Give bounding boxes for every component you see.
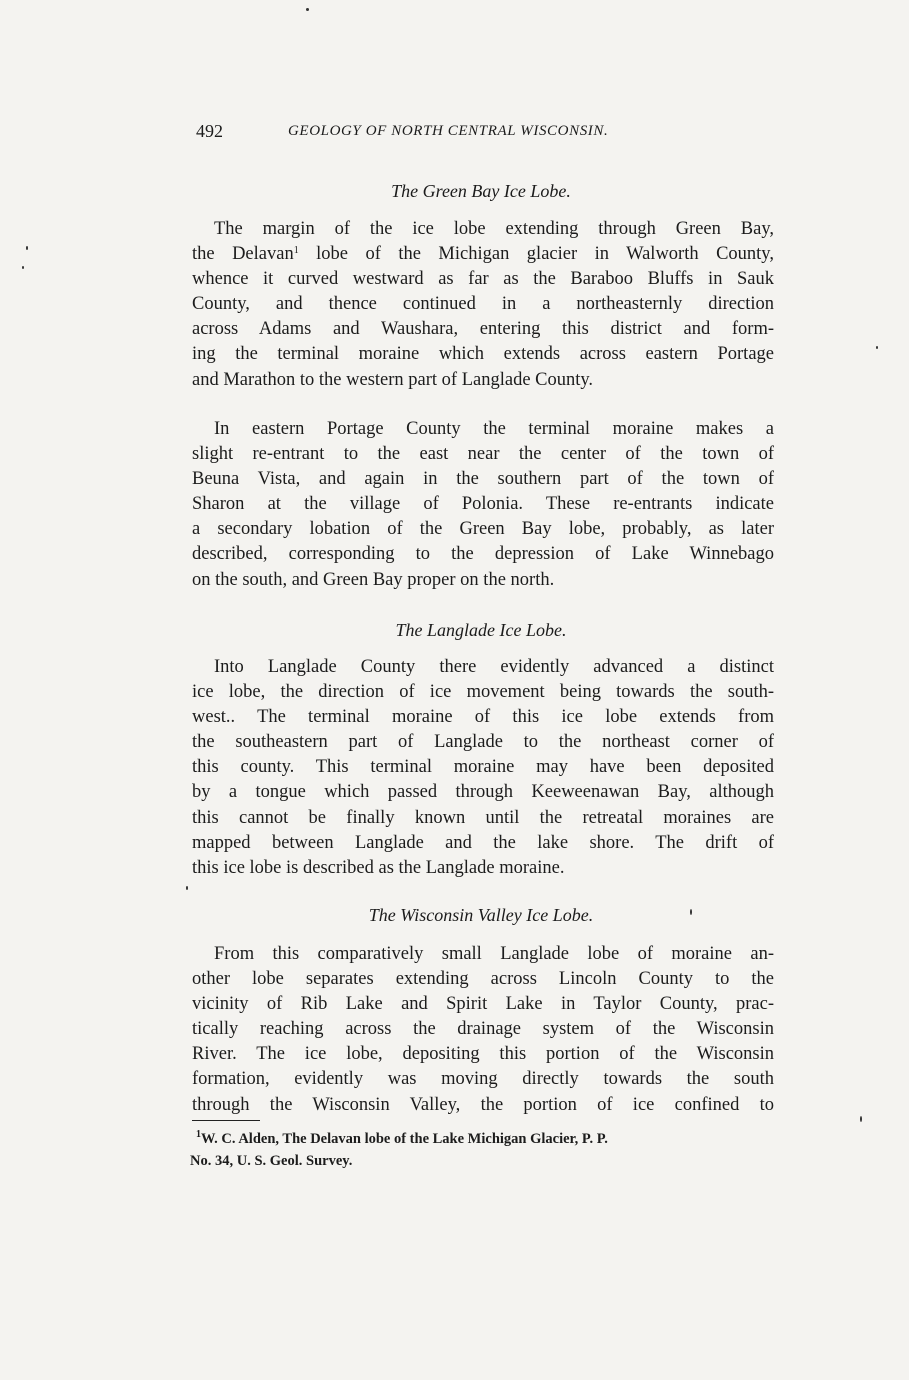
- text-line: west.. The terminal moraine of this ice lobe extends from: [192, 707, 774, 728]
- text-line: Beuna Vista, and again in the southern part of the town of: [192, 469, 774, 490]
- section-heading-wisconsin-valley: The Wisconsin Valley Ice Lobe.: [368, 905, 594, 925]
- text-line: [192, 242, 774, 267]
- text-line: this ice lobe is described as the Langlade moraine.: [192, 857, 565, 878]
- running-head: [196, 121, 696, 145]
- text-line: described, corresponding to the depression of Lake Winnebago: [192, 544, 774, 565]
- page-number: 492: [196, 121, 223, 141]
- text-line: this county. This terminal moraine may have been deposited: [192, 757, 774, 778]
- footnote: [190, 1128, 774, 1172]
- text-line: a secondary lobation of the Green Bay lobe, probably, as later: [192, 519, 774, 540]
- text-line: and Marathon to the western part of Langlade County.: [192, 369, 594, 390]
- text-line: slight re-entrant to the east near the center of the town of: [192, 444, 774, 465]
- text-line: this cannot be finally known until the retreatal moraines are: [192, 807, 774, 828]
- footnote-marker: 1: [196, 1129, 201, 1140]
- text-line: Sharon at the village of Polonia. These re-entrants indicate: [192, 494, 774, 515]
- text-line-segment: the Delavan: [192, 244, 294, 265]
- scan-speck: [860, 1116, 862, 1122]
- scan-speck: [26, 246, 28, 250]
- text-line: Into Langlade County there evidently advanced a distinct: [214, 657, 774, 677]
- scan-speck: [690, 909, 692, 915]
- scan-speck: [876, 346, 878, 349]
- text-line: on the south, and Green Bay proper on the north.: [192, 569, 555, 590]
- section-heading-langlade: The Langlade Ice Lobe.: [395, 620, 567, 640]
- text-line: whence it curved westward as far as the Baraboo Bluffs in Sauk: [192, 269, 774, 290]
- text-line: formation, evidently was moving directly towards the south: [192, 1069, 774, 1090]
- text-line: ice lobe, the direction of ice movement being towards the south-: [192, 682, 774, 703]
- text-line: From this comparatively small Langlade lobe of moraine an-: [214, 944, 774, 964]
- footnote-line: No. 34, U. S. Geol. Survey.: [190, 1153, 353, 1169]
- scan-speck: [306, 8, 309, 11]
- text-line: ing the terminal moraine which extends across eastern Portage: [192, 344, 774, 365]
- footnote-text: W. C. Alden, The Delavan lobe of the Lake Michigan Glacier, P. P.: [201, 1131, 608, 1147]
- text-line-segment: lobe of the Michigan glacier in Walworth County,: [298, 244, 774, 265]
- paragraph-portage-reentrant: [192, 417, 774, 593]
- text-line: by a tongue which passed through Keeweenawan Bay, although: [192, 782, 774, 803]
- paragraph-langlade: [192, 655, 774, 881]
- text-line: tically reaching across the drainage system of the Wisconsin: [192, 1019, 774, 1040]
- footnote-rule: [192, 1120, 260, 1121]
- text-line: through the Wisconsin Valley, the portion of ice confined to: [192, 1094, 774, 1115]
- text-line: The margin of the ice lobe extending through Green Bay,: [214, 219, 774, 239]
- text-line: across Adams and Waushara, entering this district and form-: [192, 319, 774, 340]
- running-title: GEOLOGY OF NORTH CENTRAL WISCONSIN.: [288, 123, 609, 139]
- paragraph-wisconsin-valley: [192, 942, 774, 1118]
- text-line: mapped between Langlade and the lake shore. The drift of: [192, 832, 774, 853]
- text-line: County, and thence continued in a northeasternly direction: [192, 294, 774, 315]
- text-line: River. The ice lobe, depositing this portion of the Wisconsin: [192, 1044, 774, 1065]
- scan-speck: [186, 886, 188, 890]
- scan-speck: [22, 266, 24, 269]
- text-line: vicinity of Rib Lake and Spirit Lake in Taylor County, prac-: [192, 994, 774, 1015]
- text-line: In eastern Portage County the terminal moraine makes a: [214, 419, 774, 439]
- text-line: other lobe separates extending across Lincoln County to the: [192, 969, 774, 990]
- section-heading-green-bay: The Green Bay Ice Lobe.: [391, 181, 571, 201]
- text-line: the southeastern part of Langlade to the northeast corner of: [192, 732, 774, 753]
- paragraph-green-bay-margin: [192, 217, 774, 393]
- footnote-reference: 1: [293, 245, 299, 257]
- footnote-line: [190, 1128, 774, 1150]
